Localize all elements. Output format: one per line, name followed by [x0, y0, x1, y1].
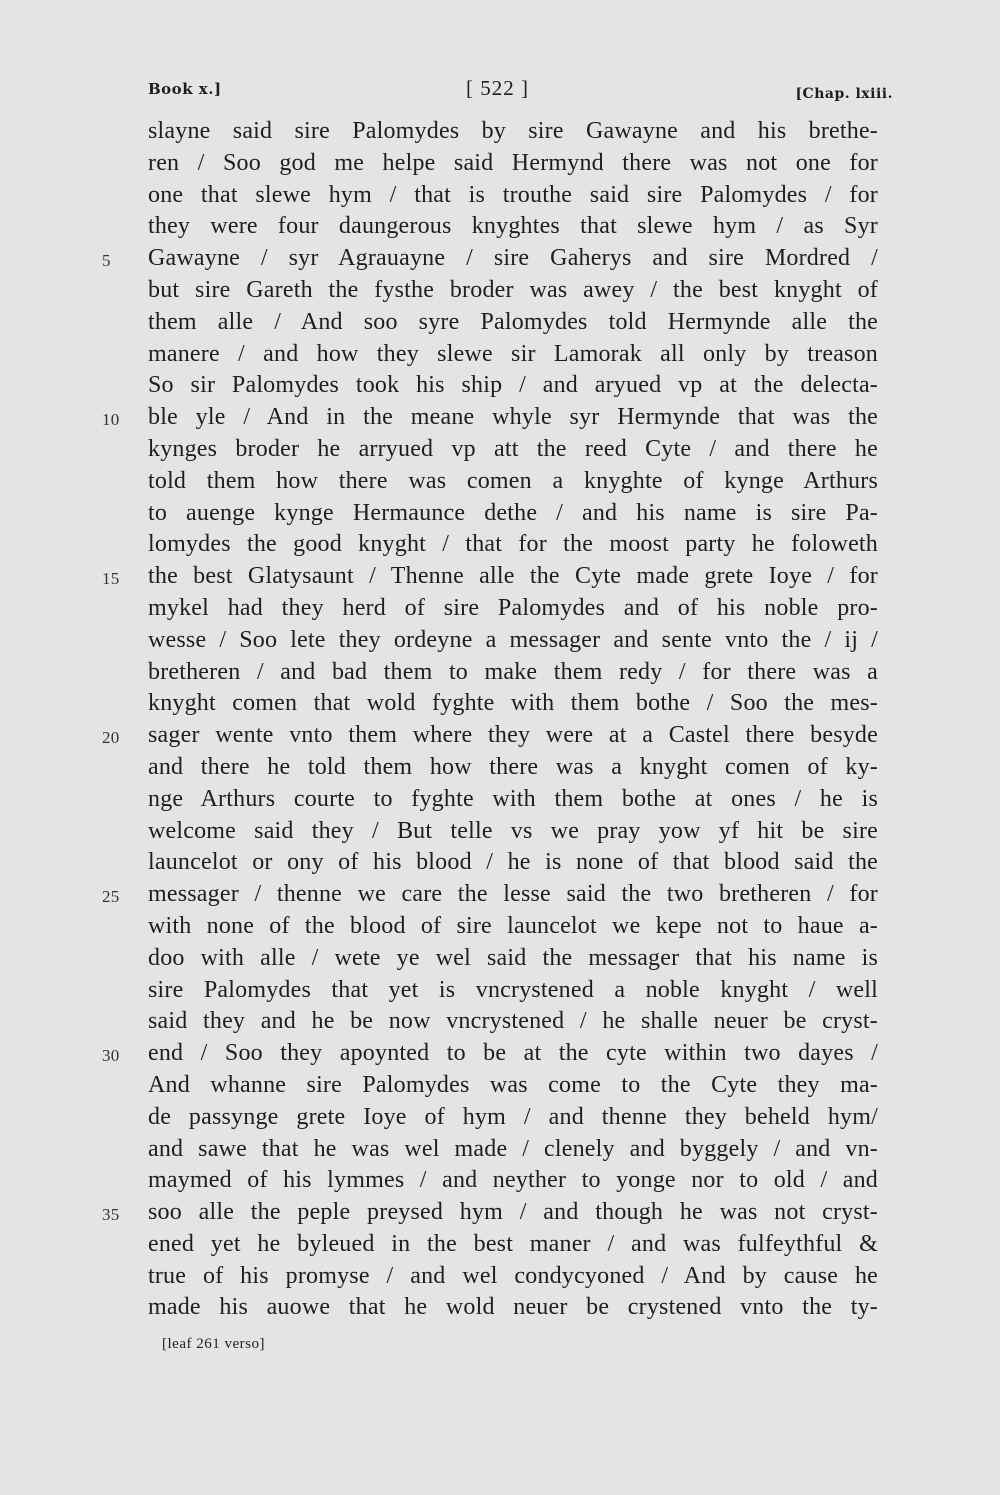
line-number: 35 [102, 1205, 120, 1225]
text-line [148, 688, 878, 720]
text-line [148, 275, 878, 307]
text-line [148, 1229, 878, 1261]
line-text: mykel had they herd of sire Palomydes and of his noble pro- [148, 594, 878, 621]
line-text: but sire Gareth the fysthe broder was awey / the best knyght of [148, 276, 878, 303]
line-text: one that slewe hym / that is trouthe said sire Palomydes / for [148, 181, 878, 208]
text-line [148, 339, 878, 371]
line-text: sire Palomydes that yet is vncrystened a noble knyght / well [148, 976, 878, 1003]
line-text: lomydes the good knyght / that for the moost party he foloweth [148, 531, 878, 558]
line-text: true of his promyse / and wel condycyoned / And by cause he [148, 1262, 878, 1289]
line-number: 10 [102, 410, 120, 430]
text-line [102, 402, 878, 434]
line-text: soo alle the peple preysed hym / and though he was not cryst- [148, 1199, 878, 1226]
text-line [148, 784, 878, 816]
line-text: to auenge kynge Hermaunce dethe / and his name is sire Pa- [148, 499, 878, 526]
line-text: ren / Soo god me helpe said Hermynd there was not one for [148, 149, 878, 176]
line-text: messager / thenne we care the lesse said the two bretheren / for [148, 881, 878, 908]
text-line [148, 116, 878, 148]
text-line [148, 434, 878, 466]
line-text: made his auowe that he wold neuer be crystened vnto the ty- [148, 1294, 878, 1321]
text-line [148, 657, 878, 689]
text-line [148, 593, 878, 625]
line-text: ble yle / And in the meane whyle syr Hermynde that was the [148, 404, 878, 431]
line-text: sager wente vnto them where they were at a Castel there besyde [148, 722, 878, 749]
line-text: So sir Palomydes took his ship / and aryued vp at the delecta- [148, 372, 878, 399]
body-text [102, 116, 878, 1324]
leaf-note: [leaf 261 verso] [162, 1336, 265, 1352]
text-line [148, 911, 878, 943]
running-head [148, 76, 893, 106]
line-number: 25 [102, 887, 120, 907]
text-line [148, 211, 878, 243]
text-line [148, 370, 878, 402]
text-line [148, 466, 878, 498]
text-line [148, 1165, 878, 1197]
chapter-number: [Chap. lxiii. [795, 86, 893, 102]
line-text: slayne said sire Palomydes by sire Gawayne and his brethe- [148, 118, 878, 144]
text-line [148, 1134, 878, 1166]
text-line [102, 1197, 878, 1229]
line-text: And whanne sire Palomydes was come to the Cyte they ma- [148, 1071, 878, 1098]
line-text: kynges broder he arryued vp att the reed Cyte / and there he [148, 435, 878, 462]
text-line [148, 148, 878, 180]
line-text: Gawayne / syr Agrauayne / sire Gaherys and sire Mordred / [148, 245, 878, 272]
text-line [102, 243, 878, 275]
line-text: maymed of his lymmes / and neyther to yonge nor to old / and [148, 1167, 878, 1194]
text-line [148, 752, 878, 784]
line-text: the best Glatysaunt / Thenne alle the Cyte made grete Ioye / for [148, 563, 878, 590]
text-line [148, 529, 878, 561]
line-text: nge Arthurs courte to fyghte with them bothe at ones / he is [148, 785, 878, 812]
line-text: and there he told them how there was a knyght comen of ky- [148, 753, 878, 780]
text-line [148, 307, 878, 339]
line-number: 30 [102, 1046, 120, 1066]
line-text: knyght comen that wold fyghte with them bothe / Soo the mes- [148, 690, 878, 717]
line-text: launcelot or ony of his blood / he is none of that blood said the [148, 849, 878, 876]
line-text: manere / and how they slewe sir Lamorak all only by treason [148, 340, 878, 367]
text-line [148, 1292, 878, 1324]
line-text: wesse / Soo lete they ordeyne a messager and sente vnto the / ij / [148, 626, 878, 653]
line-text: de passynge grete Ioye of hym / and thenne they beheld hym/ [148, 1103, 878, 1130]
text-line [148, 943, 878, 975]
text-line [148, 180, 878, 212]
text-line [148, 625, 878, 657]
line-text: welcome said they / But telle vs we pray yow yf hit be sire [148, 817, 878, 844]
page-number: [ 522 ] [466, 76, 529, 100]
text-line [102, 879, 878, 911]
text-line [102, 561, 878, 593]
text-line [148, 975, 878, 1007]
text-line [148, 1261, 878, 1293]
text-line [148, 847, 878, 879]
line-text: they were four daungerous knyghtes that slewe hym / as Syr [148, 213, 878, 240]
line-text: and sawe that he was wel made / clenely and byggely / and vn- [148, 1135, 878, 1162]
text-line [148, 498, 878, 530]
text-line [102, 1038, 878, 1070]
line-number: 20 [102, 728, 120, 748]
line-text: with none of the blood of sire launcelot we kepe not to haue a- [148, 912, 878, 939]
line-text: doo with alle / wete ye wel said the messager that his name is [148, 944, 878, 971]
line-text: them alle / And soo syre Palomydes told Hermynde alle the [148, 308, 878, 335]
book-number: Book x.] [148, 80, 222, 98]
text-line [148, 816, 878, 848]
line-text: said they and he be now vncrystened / he shalle neuer be cryst- [148, 1008, 878, 1035]
line-text: told them how there was comen a knyghte of kynge Arthurs [148, 467, 878, 494]
line-text: end / Soo they apoynted to be at the cyte within two dayes / [148, 1040, 878, 1067]
text-line [148, 1070, 878, 1102]
line-number: 5 [102, 251, 111, 271]
line-text: ened yet he byleued in the best maner / and was fulfeythful & [148, 1230, 878, 1257]
line-text: bretheren / and bad them to make them redy / for there was a [148, 658, 878, 685]
text-line [102, 720, 878, 752]
text-line [148, 1102, 878, 1134]
text-line [148, 1006, 878, 1038]
line-number: 15 [102, 569, 120, 589]
